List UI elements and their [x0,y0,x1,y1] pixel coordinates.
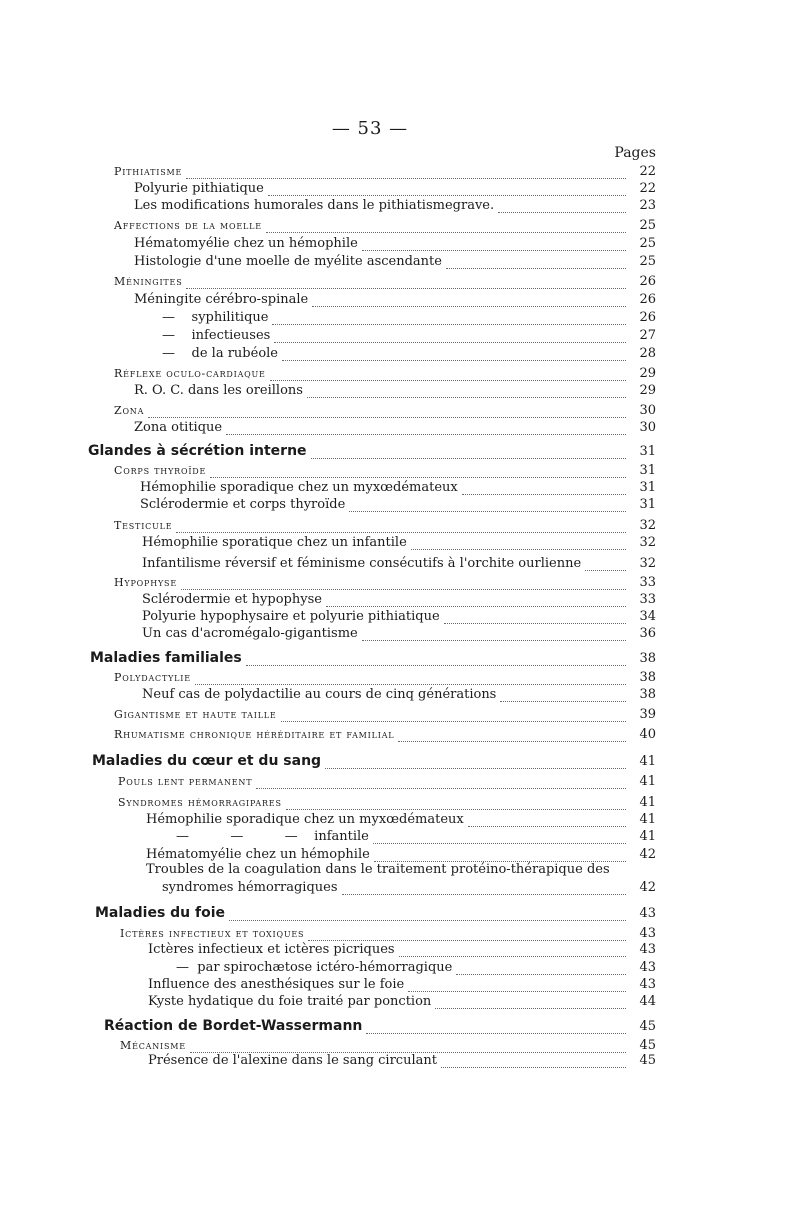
toc-entry: Corps thyroïde 31 [114,463,656,478]
toc-chapter: Maladies du cœur et du sang 41 [92,753,656,769]
toc-entry: Rhumatisme chronique héréditaire et familial 40 [114,727,656,742]
toc-entry: Les modifications humorales dans le pithiatismegrave. 23 [134,198,656,213]
toc-entry: Syndromes hémorragipares 41 [118,795,656,810]
toc-entry: Hémophilie sporatique chez un infantile 32 [142,535,656,550]
toc-entry: Polydactylie 38 [114,670,656,685]
toc-entry: Neuf cas de polydactilie au cours de cinq générations 38 [142,687,656,702]
toc-entry: Ictères infectieux et toxiques 43 [120,926,656,941]
toc-entry: Hémophilie sporadique chez un myxœdémateux 31 [140,480,656,495]
page-number: — 53 — [331,118,409,139]
toc-entry: Méningites 26 [114,274,656,289]
toc-entry: Ictères infectieux et ictères picriques 43 [148,942,656,957]
toc-entry: R. O. C. dans les oreillons 29 [134,383,656,398]
toc-entry: Hypophyse 33 [114,575,656,590]
toc-entry: Un cas d'acromégalo-gigantisme 36 [142,626,656,641]
toc-entry: Présence de l'alexine dans le sang circulant 45 [148,1053,656,1068]
toc-entry: Réflexe oculo-cardiaque 29 [114,366,656,381]
toc-entry: syndromes hémorragiques 42 [162,880,656,895]
toc-chapter: Réaction de Bordet-Wassermann 45 [104,1018,656,1034]
toc-entry: Polyurie pithiatique 22 [134,181,656,196]
toc-entry: Infantilisme réversif et féminisme consécutifs à l'orchite ourlienne 32 [142,556,656,571]
toc-entry: Histologie d'une moelle de myélite ascendante 25 [134,254,656,269]
toc-entry: Pithiatisme 22 [114,164,656,179]
toc-entry: — syphilitique 26 [162,310,656,325]
toc-entry: Polyurie hypophysaire et polyurie pithiatique 34 [142,609,656,624]
toc-chapter: Maladies du foie 43 [95,905,656,921]
toc-chapter: Maladies familiales 38 [90,650,656,666]
toc-entry: — — — infantile 41 [176,829,656,844]
toc-entry: Hématomyélie chez un hémophile 25 [134,236,656,251]
toc-entry-continued-line: Troubles de la coagulation dans le traitement protéino-thérapique des [146,862,610,877]
toc-entry: Influence des anesthésiques sur le foie 43 [148,977,656,992]
toc-entry: Sclérodermie et hypophyse 33 [142,592,656,607]
toc-entry: Hémophilie sporadique chez un myxœdémateux 41 [146,812,656,827]
toc-entry: Zona otitique 30 [134,420,656,435]
toc-entry: Sclérodermie et corps thyroïde 31 [140,497,656,512]
toc-entry: Hématomyélie chez un hémophile 42 [146,847,656,862]
toc-chapter: Glandes à sécrétion interne 31 [88,443,656,459]
toc-entry: Pouls lent permanent 41 [118,774,656,789]
toc-entry: Mécanisme 45 [120,1038,656,1053]
toc-entry: Gigantisme et haute taille 39 [114,707,656,722]
toc-entry: Méningite cérébro-spinale 26 [134,292,656,307]
toc-entry: Affections de la moelle 25 [114,218,656,233]
toc-entry: — par spirochætose ictéro-hémorragique 43 [176,960,656,975]
toc-entry: Testicule 32 [114,518,656,533]
toc-entry: Zona 30 [114,403,656,418]
pages-column-header: Pages [614,145,656,161]
toc-entry: — de la rubéole 28 [162,346,656,361]
toc-entry: Kyste hydatique du foie traité par ponction 44 [148,994,656,1009]
toc-entry: — infectieuses 27 [162,328,656,343]
